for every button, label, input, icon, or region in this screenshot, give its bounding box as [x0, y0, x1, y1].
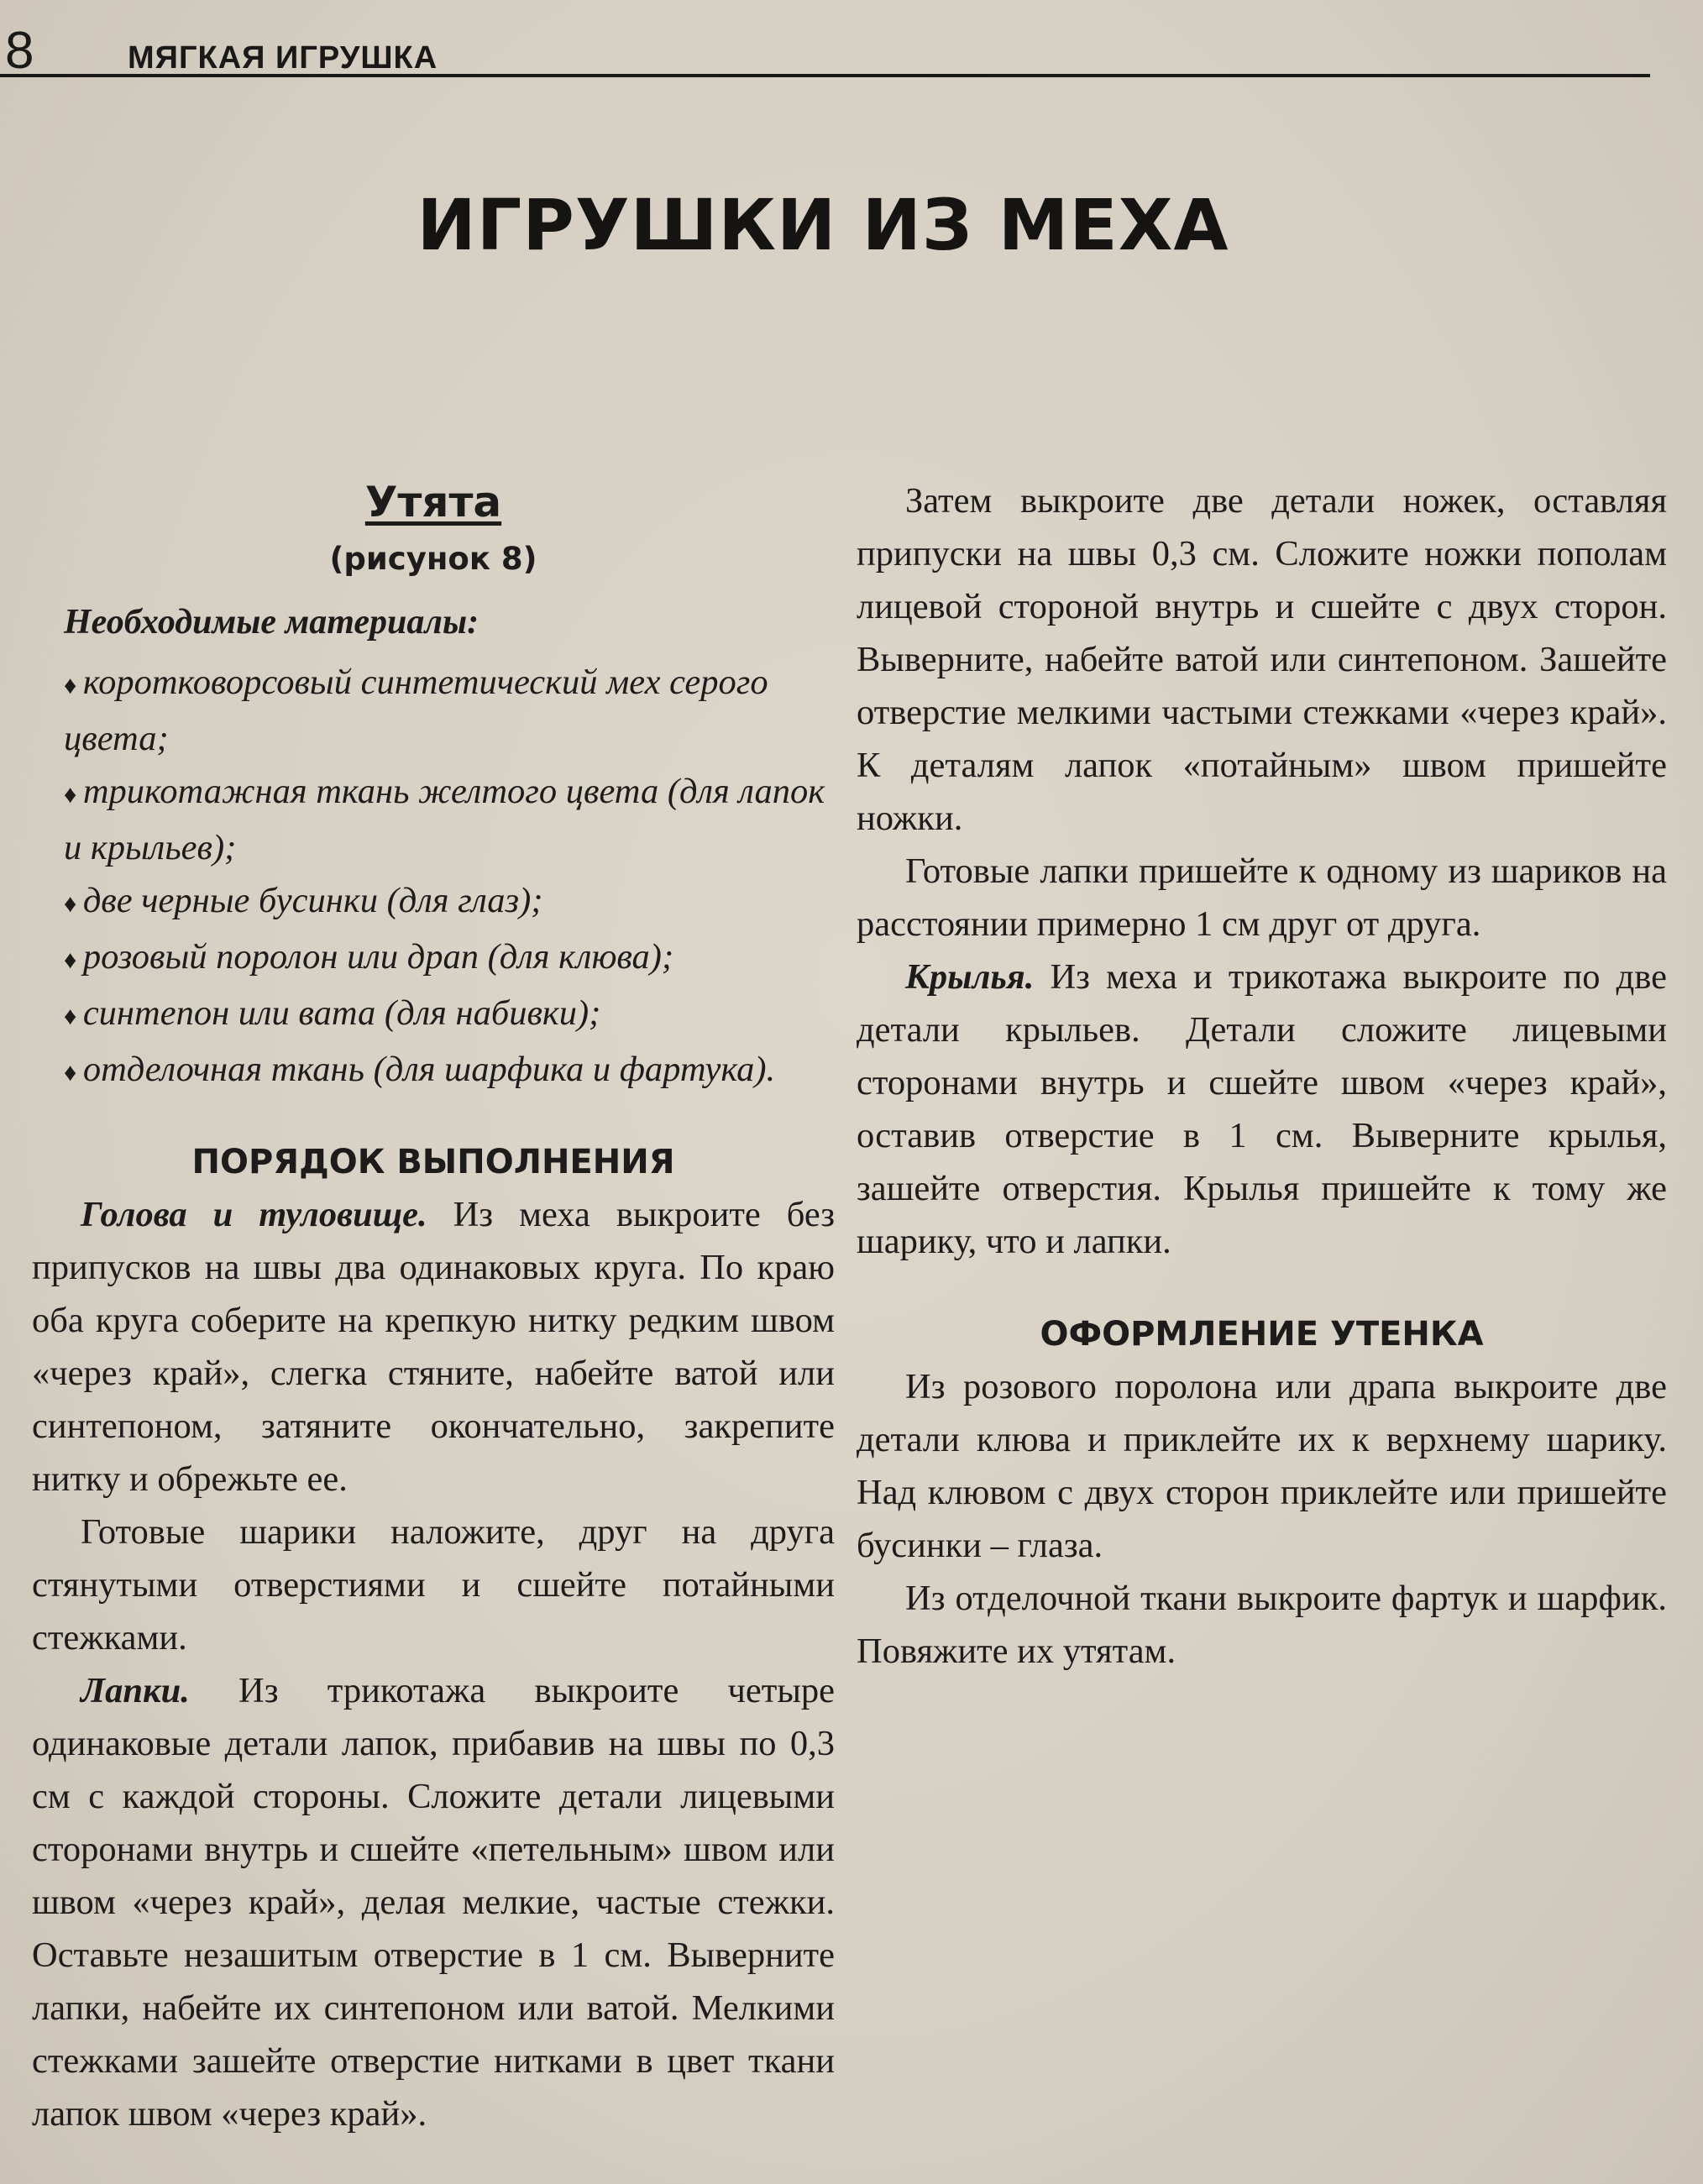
paragraph-text: Из меха и трикотажа выкроите по две детали крыльев. Детали сложите лицевыми сторонами внутрь и сшейте швом «через край», оставив отверстие в 1 см. Выверните крылья, зашейте отверстия. Крылья пришейте к тому же шарику, что и лапки.	[857, 957, 1667, 1261]
section-title: Утята	[364, 478, 502, 526]
paragraph-lead: Голова и туловище.	[81, 1195, 427, 1234]
right-column	[857, 474, 1667, 1678]
paragraph-beak-eyes	[857, 1360, 1667, 1572]
chapter-title: ИГРУШКИ ИЗ МЕХА	[417, 184, 1229, 266]
paragraph-lead: Крылья.	[905, 957, 1035, 997]
materials-item: ♦ коротковорсовый синтетический мех серого цвета;	[64, 656, 835, 765]
paragraph-legs	[857, 474, 1667, 845]
book-title: МЯГКАЯ ИГРУШКА	[128, 40, 438, 76]
paragraph-paws	[32, 1664, 835, 2140]
materials-item: ♦ две черные бусинки (для глаз);	[64, 874, 835, 930]
paragraph-text: Готовые шарики наложите, друг на друга стянутыми отверстиями и сшейте потайными стежками.	[32, 1512, 835, 1658]
paragraph-text: Затем выкроите две детали ножек, оставляя припуски на швы 0,3 см. Сложите ножки пополам лицевой стороной внутрь и сшейте с двух сторон. Выверните, набейте ватой или синтепоном. Зашейте отверстие мелкими частыми стежками «через край». К деталям лапок «потайным» швом пришейте ножки.	[857, 481, 1667, 838]
materials-item: ♦ отделочная ткань (для шарфика и фартука).	[64, 1043, 835, 1099]
paragraph-lead: Лапки.	[81, 1671, 190, 1710]
materials-list	[32, 656, 835, 1099]
materials-item: ♦ синтепон или вата (для набивки);	[64, 987, 835, 1043]
materials-heading: Необходимые материалы:	[64, 603, 479, 642]
left-column	[32, 470, 835, 2140]
paragraph-text: Из меха выкроите без припусков на швы два одинаковых круга. По краю оба круга соберите на крепкую нитку редким швом «через край», слегка стяните, набейте ватой или синтепоном, затяните окончательно, закрепите нитку и обрежьте ее.	[32, 1195, 836, 1499]
paragraph-wings	[857, 951, 1667, 1268]
design-heading: ОФОРМЛЕНИЕ УТЕНКА	[1040, 1315, 1484, 1354]
materials-item: ♦ трикотажная ткань желтого цвета (для лапок и крыльев);	[64, 765, 835, 874]
paragraph-head-body	[32, 1188, 835, 1506]
procedure-heading: ПОРЯДОК ВЫПОЛНЕНИЯ	[191, 1143, 675, 1181]
figure-reference: (рисунок 8)	[329, 541, 537, 577]
paragraph-text: Из отделочной ткани выкроите фартук и шарфик. Повяжите их утятам.	[857, 1579, 1667, 1671]
running-header	[0, 22, 1650, 80]
paragraph-text: Готовые лапки пришейте к одному из шариков на расстоянии примерно 1 см друг от друга.	[857, 851, 1667, 944]
page-number: 8	[5, 22, 34, 80]
paragraph-attach-paws	[857, 845, 1667, 951]
paragraph-text: Из трикотажа выкроите четыре одинаковые детали лапок, прибавив на швы по 0,3 см с каждой стороны. Сложите детали лицевыми сторонами внутрь и сшейте «петельным» швом или швом «через край», делая мелкие, частые стежки. Оставьте незашитым отверстие в 1 см. Выверните лапки, набейте их синтепоном или ватой. Мелкими стежками зашейте отверстие нитками в цвет ткани лапок швом «через край».	[32, 1671, 835, 2134]
materials-item: ♦ розовый поролон или драп (для клюва);	[64, 930, 835, 987]
paragraph-joining	[32, 1506, 835, 1664]
paragraph-text: Из розового поролона или драпа выкроите две детали клюва и приклейте их к верхнему шарику. Над клювом с двух сторон приклейте или пришейте бусинки – глаза.	[857, 1367, 1667, 1565]
paragraph-apron-scarf	[857, 1572, 1667, 1678]
